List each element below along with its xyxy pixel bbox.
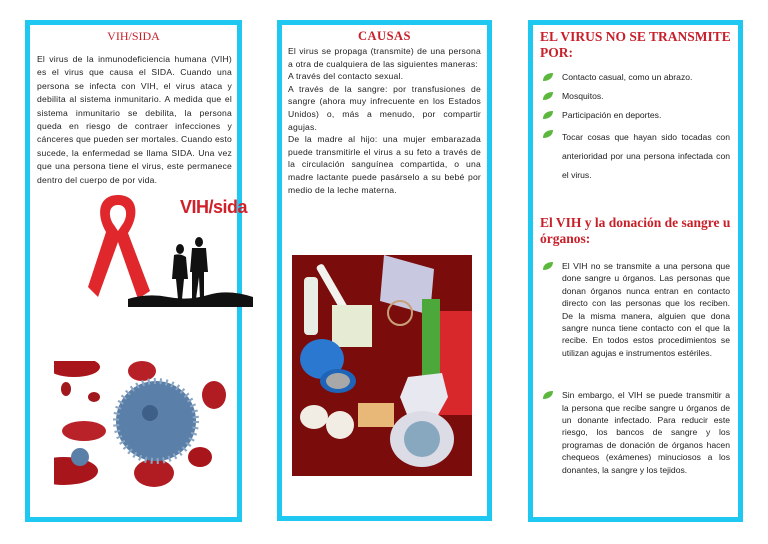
causes-intro: El virus se propaga (transmite) de una persona a otra de cualquiera de las siguientes maneras:: [288, 46, 481, 69]
list-item: Tocar cosas que hayan sido tocadas con anterioridad por una persona infectada con el virus.: [540, 128, 730, 185]
panel-causas: [277, 20, 492, 521]
leaf-bullet-icon: [543, 111, 553, 119]
leaf-bullet-icon: [543, 73, 553, 81]
cause-mother-child: De la madre al hijo: una mujer embarazada puede transmitirle el virus a su feto a través de la circulación sanguínea compartida, o una madre lactante puede pasárselo a su bebé por medio de la leche materna.: [288, 134, 481, 195]
list-item: Sin embargo, el VIH se puede transmitir a la persona que recibe sangre u órganos de un donante infectado. Para reducir este riesgo, los bancos de sangre y los programas de donación de órganos hacen chequeos (exámenes) minuciosos a los donantes, la sangre y los tejidos.: [540, 389, 730, 476]
panel-no-transmission: [528, 20, 743, 522]
list-item: Contacto casual, como un abrazo.: [540, 71, 730, 84]
panel-title: VIH/SIDA: [107, 29, 160, 43]
donation-list: [540, 260, 730, 476]
leaf-bullet-icon: [543, 391, 553, 399]
heading-blood-donation: El VIH y la donación de sangre u órganos:: [540, 215, 731, 246]
leaf-bullet-icon: [543, 130, 553, 138]
intro-paragraph: El virus de la inmunodeficiencia humana (VIH) es el virus que causa el SIDA. Cuando una persona se infecta con VIH, el virus ataca y debilita al sistema inmunitario. A medida que el sistema inmunitario se debilita, la persona queda en riesgo de contraer infecciones y cánceres que pueden ser mortales. Cuando esto sucede, la enfermedad se llama SIDA. Una vez que una persona tiene el virus, este permanece dentro del cuerpo de por vida.: [37, 54, 232, 185]
list-item: Mosquitos.: [540, 90, 730, 103]
virus-image: [54, 361, 226, 489]
cause-blood: A través de la sangre: por transfusiones de sangre (ahora muy infrecuente en los Estados Unidos) o, más a menudo, por compartir agujas.: [288, 83, 481, 132]
contraceptives-photo: [292, 255, 472, 476]
vih-sida-logo-text: VIH/sida: [180, 197, 248, 217]
heading-not-transmitted: EL VIRUS NO SE TRANSMITE POR:: [540, 29, 731, 60]
leaf-bullet-icon: [543, 92, 553, 100]
leaf-bullet-icon: [543, 262, 553, 270]
list-item: El VIH no se transmite a una persona que done sangre u órganos. Las personas que donan órganos nunca entran en contacto directo con las personas que los reciben. De la misma manera, alguien que dona sangre nunca tiene contacto con el que la recibe. En todos estos procedimientos se utilizan agujas e instrumentos estériles.: [540, 260, 730, 359]
panel-vih-sida: [25, 20, 248, 522]
not-transmitted-list: [540, 71, 730, 185]
causes-text: [288, 45, 481, 196]
list-item: Participación en deportes.: [540, 109, 730, 122]
panel-title: CAUSAS: [357, 29, 411, 43]
ribbon-image: [78, 187, 258, 317]
cause-sexual: A través del contacto sexual.: [288, 71, 404, 82]
